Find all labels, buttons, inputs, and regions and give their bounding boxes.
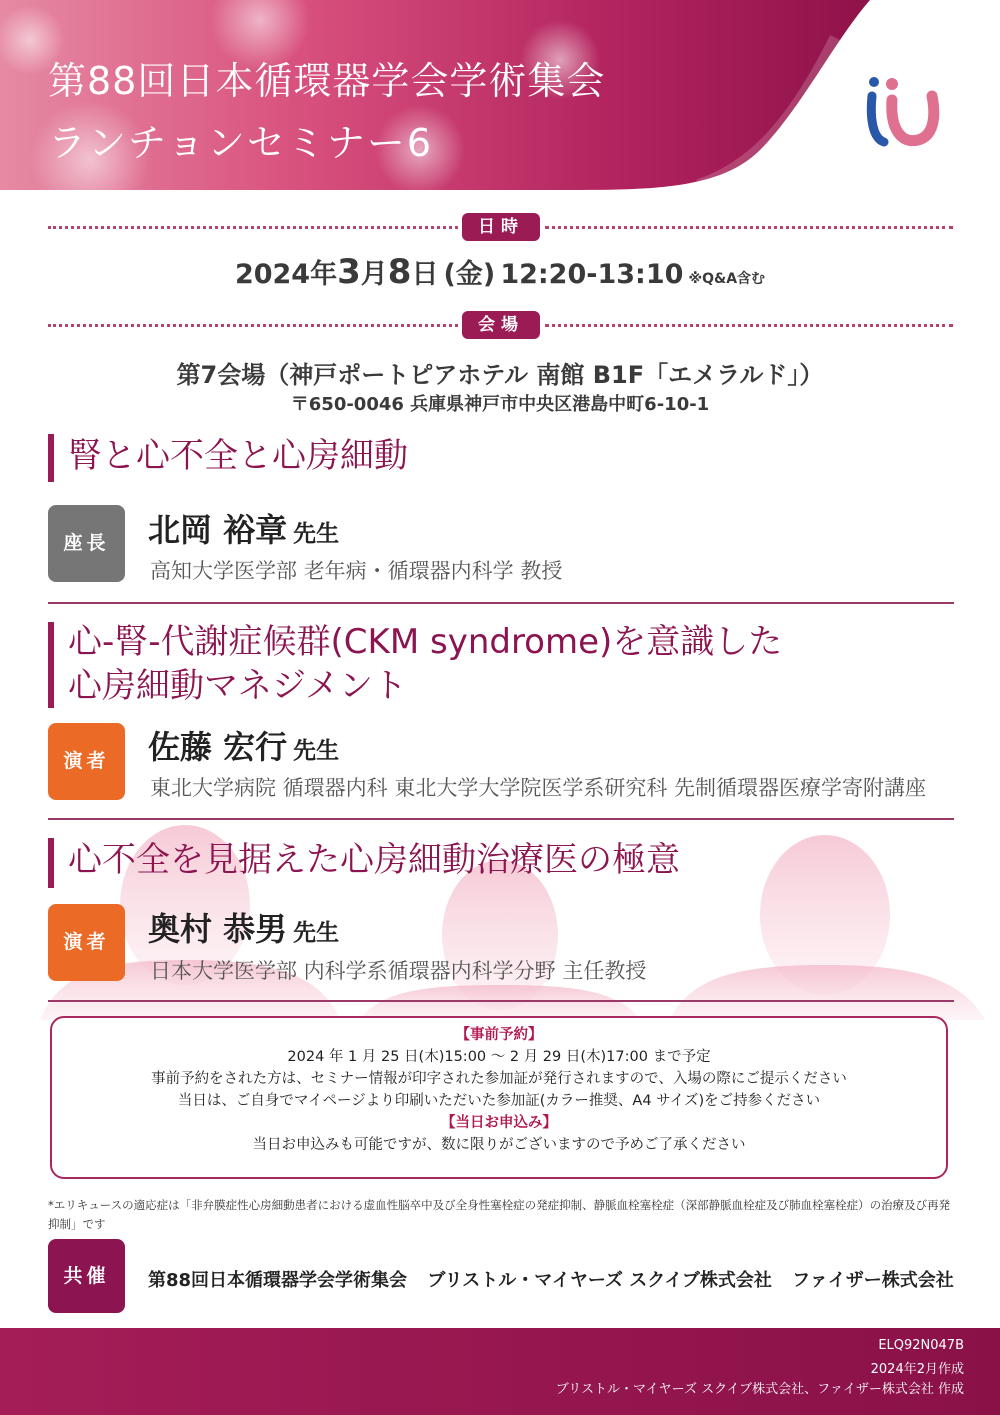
pre-registration-note-1: 事前予約をされた方は、セミナー情報が印字された参加証が発行されますので、入場の際にご提示ください [151, 1071, 847, 1087]
honorific: 先生 [293, 738, 340, 764]
session-marker [48, 622, 54, 708]
sponsor-name: ブリストル・マイヤーズ スクイブ株式会社 [427, 1270, 772, 1291]
date-year: 2024 [234, 259, 311, 290]
session-1-title: 腎と心不全と心房細動 [68, 436, 408, 476]
sponsor-name: ファイザー株式会社 [792, 1270, 954, 1291]
speaker-affiliation: 日本大学医学部 内科学系循環器内科学分野 主任教授 [150, 959, 647, 983]
honorific: 先生 [293, 521, 340, 547]
date-day-unit: 日 [411, 259, 439, 290]
date-note: ※Q&A含む [688, 271, 766, 287]
header-banner [0, 0, 1000, 205]
date-time: 12:20-13:10 [500, 259, 684, 290]
cosponsor-list [148, 1266, 968, 1292]
speaker-badge: 演者 [48, 904, 125, 981]
speaker-affiliation: 東北大学病院 循環器内科 東北大学大学院医学系研究科 先制循環器医療学寄附講座 [150, 776, 927, 800]
document-code: ELQ92N047B [878, 1338, 964, 1353]
creation-date: 2024年2月作成 [870, 1362, 964, 1377]
date-month-unit: 月 [360, 259, 388, 290]
reservation-notice [50, 1016, 948, 1179]
chair-badge: 座長 [48, 505, 125, 582]
person-name: 奥村 恭男 [148, 910, 288, 948]
chair-name [148, 505, 339, 551]
honorific: 先生 [293, 920, 340, 946]
session-marker [48, 838, 54, 888]
section-divider [48, 818, 954, 820]
pre-registration-period: 2024 年 1 月 25 日(木)15:00 ～ 2 月 29 日(木)17:00 まで予定 [287, 1049, 711, 1065]
footer-band [0, 1328, 1000, 1415]
date-month: 3 [337, 252, 361, 292]
cosponsor-badge: 共催 [48, 1239, 125, 1313]
seminar-title: ランチョンセミナー6 [48, 121, 434, 165]
speaker-name [148, 904, 339, 950]
speaker-badge: 演者 [48, 723, 125, 800]
same-day-heading: 【当日お申込み】 [441, 1115, 557, 1131]
date-weekday: (金) [443, 259, 496, 290]
venue-name: 第7会場（神戸ポートピアホテル 南館 B1F「エメラルド」） [176, 361, 824, 389]
section-divider [48, 1000, 954, 1002]
date-year-unit: 年 [310, 259, 338, 290]
datetime-label: 日時 [462, 213, 540, 241]
jcs-logo-icon [832, 38, 962, 168]
person-name: 北岡 裕章 [148, 511, 288, 549]
pre-registration-heading: 【事前予約】 [455, 1027, 543, 1043]
venue-label: 会場 [462, 311, 540, 339]
person-name: 佐藤 宏行 [148, 728, 288, 766]
indication-footnote: *エリキュースの適応症は「非弁膜症性心房細動患者における虚血性脳卒中及び全身性塞栓症の発症抑制、静脈血栓塞栓症（深部静脈血栓症及び肺血栓塞栓症）の治療及び再発抑制」です [48, 1198, 951, 1231]
pre-registration-note-2: 当日は、ご自身でマイページより印刷いただいた参加証(カラー推奨、A4 サイズ)をご持参ください [177, 1093, 821, 1109]
venue-address: 〒650-0046 兵庫県神戸市中央区港島中町6-10-1 [290, 394, 710, 415]
event-datetime [0, 252, 1000, 292]
same-day-note: 当日お申込みも可能ですが、数に限りがございますので予めご了承ください [252, 1137, 746, 1153]
session-2-title-line1: 心-腎-代謝症候群(CKM syndrome)を意識した [68, 622, 783, 662]
chair-affiliation: 高知大学医学部 老年病・循環器内科学 教授 [150, 559, 563, 583]
session-2-title-line2: 心房細動マネジメント [68, 666, 407, 706]
event-title: 第88回日本循環器学会学術集会 [48, 59, 606, 103]
created-by: ブリストル・マイヤーズ スクイブ株式会社、ファイザー株式会社 作成 [555, 1382, 964, 1397]
divider [545, 226, 953, 229]
session-3-title: 心不全を見据えた心房細動治療医の極意 [68, 840, 680, 880]
date-day: 8 [387, 252, 412, 292]
divider [48, 226, 458, 229]
speaker-name [148, 722, 339, 768]
session-marker [48, 434, 54, 482]
section-divider [48, 602, 954, 604]
divider [48, 324, 458, 327]
sponsor-name: 第88回日本循環器学会学術集会 [148, 1270, 408, 1291]
divider [545, 324, 953, 327]
